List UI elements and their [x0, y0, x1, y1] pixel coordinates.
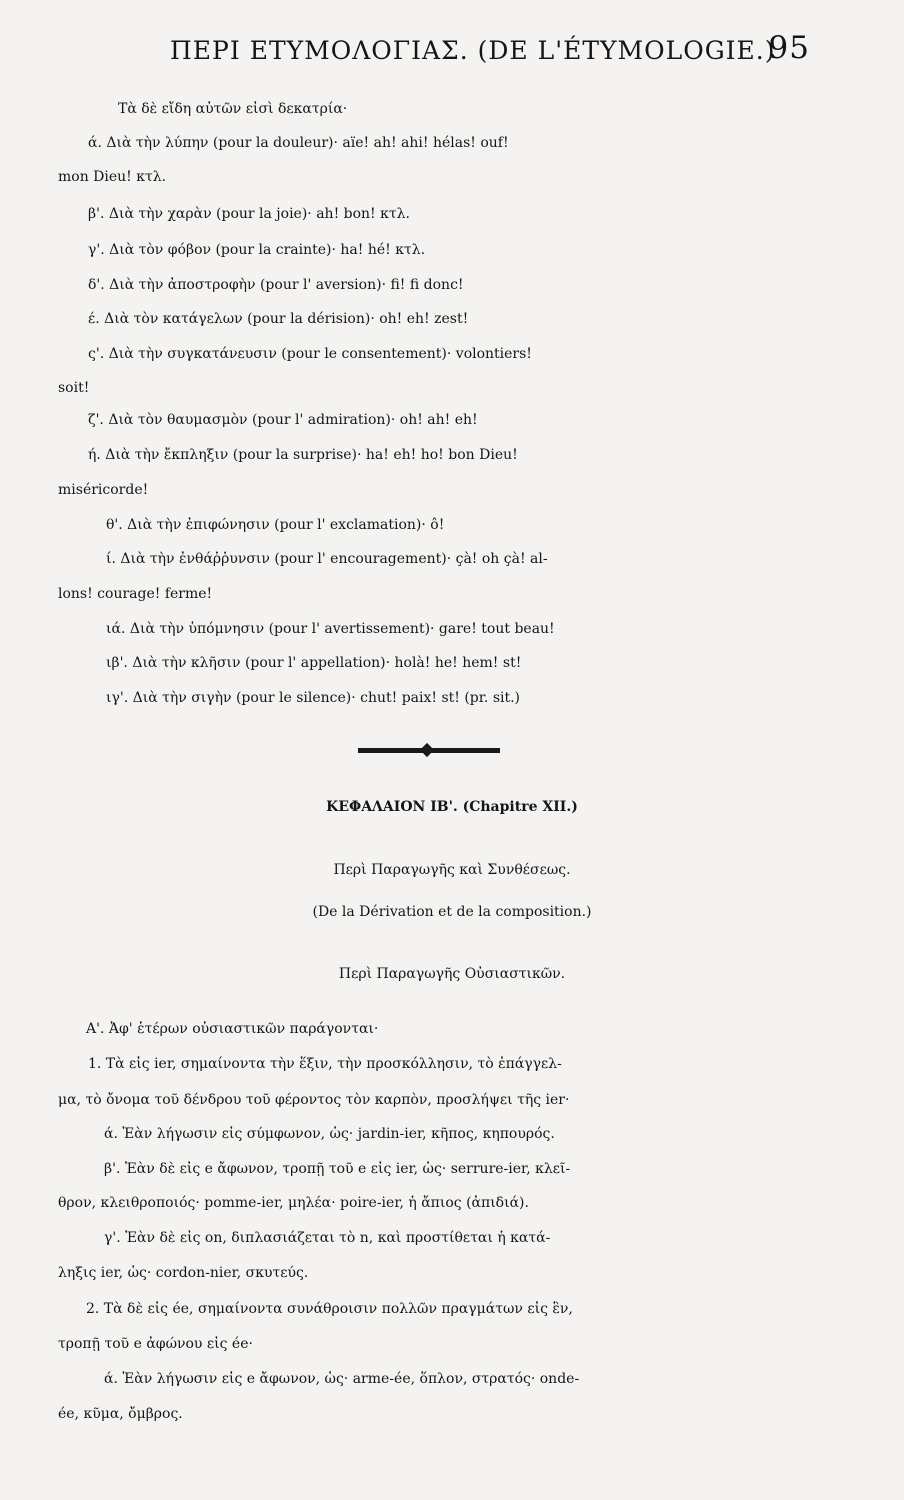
- text-line: θρον, κλειθροποιός· pomme-ier, μηλέα· poire-ier, ἡ ἄπιος (ἀπιδιά).: [58, 1195, 529, 1211]
- text-line: τροπῇ τοῦ e ἀφώνου εἰς ée·: [58, 1336, 253, 1352]
- text-line: ζ'. Διὰ τὸν θαυμασμὸν (pour l' admiration)· oh! ah! eh!: [88, 412, 478, 428]
- chapter-subtitle-greek: Περὶ Παραγωγῆς καὶ Συνθέσεως.: [333, 862, 571, 878]
- text-line: δ'. Διὰ τὴν ἀποστροφὴν (pour l' aversion)· fi! fi donc!: [88, 277, 464, 293]
- section-title: Περὶ Παραγωγῆς Οὐσιαστικῶν.: [338, 966, 566, 982]
- text-line: ée, κῦμα, ὄμβρος.: [58, 1406, 183, 1422]
- text-line: γ'. Διὰ τὸν φόβον (pour la crainte)· ha! hé! κτλ.: [88, 242, 426, 258]
- text-line: miséricorde!: [58, 482, 149, 498]
- text-line: μα, τὸ ὄνομα τοῦ δένδρου τοῦ φέροντος τὸν καρπὸν, προσλήψει τῆς ier·: [58, 1092, 570, 1108]
- text-line: ιγ'. Διὰ τὴν σιγὴν (pour le silence)· chut! paix! st! (pr. sit.): [106, 690, 521, 706]
- text-line: soit!: [58, 380, 90, 396]
- header-title: ΠΕΡΙ ΕΤΥΜΟΛΟΓΙΑΣ. (DE L'ÉTYMOLOGIE.): [170, 36, 776, 65]
- text-line: γ'. Ἐὰν δὲ εἰς on, διπλασιάζεται τὸ n, καὶ προστίθεται ἡ κατά-: [104, 1230, 551, 1246]
- text-line: έ. Διὰ τὸν κατάγελων (pour la dérision)· oh! eh! zest!: [88, 311, 469, 327]
- text-line: θ'. Διὰ τὴν ἐπιφώνησιν (pour l' exclamation)· ô!: [106, 517, 445, 533]
- text-line: ιά. Διὰ τὴν ὑπόμνησιν (pour l' avertissement)· gare! tout beau!: [106, 621, 555, 637]
- text-line: ς'. Διὰ τὴν συγκατάνευσιν (pour le consentement)· volontiers!: [88, 346, 532, 362]
- text-line: ιβ'. Διὰ τὴν κλῆσιν (pour l' appellation)· holà! he! hem! st!: [106, 655, 522, 671]
- running-header: [170, 30, 810, 74]
- text-line: ή. Διὰ τὴν ἔκπληξιν (pour la surprise)· ha! eh! ho! bon Dieu!: [88, 447, 518, 463]
- text-line: 1. Τὰ εἰς ier, σημαίνοντα τὴν ἕξιν, τὴν προσκόλλησιν, τὸ ἐπάγγελ-: [88, 1056, 562, 1072]
- ornamental-rule: [358, 748, 500, 753]
- text-line: Α'. Ἀφ' ἑτέρων οὐσιαστικῶν παράγονται·: [86, 1021, 379, 1037]
- chapter-heading: ΚΕΦΑΛΑΙΟΝ ΙΒ'. (Chapitre XII.): [326, 799, 578, 815]
- text-line: 2. Τὰ δὲ εἰς ée, σημαίνοντα συνάθροισιν πολλῶν πραγμάτων εἰς ἓν,: [86, 1301, 573, 1317]
- text-line: β'. Διὰ τὴν χαρὰν (pour la joie)· ah! bon! κτλ.: [88, 206, 410, 222]
- text-line: ί. Διὰ τὴν ἐνθάῤῥυνσιν (pour l' encouragement)· çà! oh çà! al-: [106, 551, 548, 567]
- text-line: ά. Διὰ τὴν λύπην (pour la douleur)· aïe! ah! ahi! hélas! ouf!: [88, 135, 509, 151]
- text-line: ά. Ἐὰν λήγωσιν εἰς e ἄφωνον, ὡς· arme-ée, ὅπλον, στρατός· onde-: [104, 1371, 580, 1387]
- chapter-subtitle-french: (De la Dérivation et de la composition.): [312, 904, 592, 920]
- text-line: mon Dieu! κτλ.: [58, 169, 167, 185]
- text-line: ά. Ἐὰν λήγωσιν εἰς σύμφωνον, ὡς· jardin-ier, κῆπος, κηπουρός.: [104, 1126, 555, 1142]
- text-line: Τὰ δὲ εἴδη αὐτῶν εἰσὶ δεκατρία·: [118, 101, 348, 117]
- text-line: β'. Ἐὰν δὲ εἰς e ἄφωνον, τροπῇ τοῦ e εἰς ier, ὡς· serrure-ier, κλεῖ-: [104, 1161, 571, 1177]
- page-number: 95: [768, 30, 810, 66]
- text-line: lons! courage! ferme!: [58, 586, 213, 602]
- text-line: ληξις ier, ὡς· cordon-nier, σκυτεύς.: [58, 1265, 309, 1281]
